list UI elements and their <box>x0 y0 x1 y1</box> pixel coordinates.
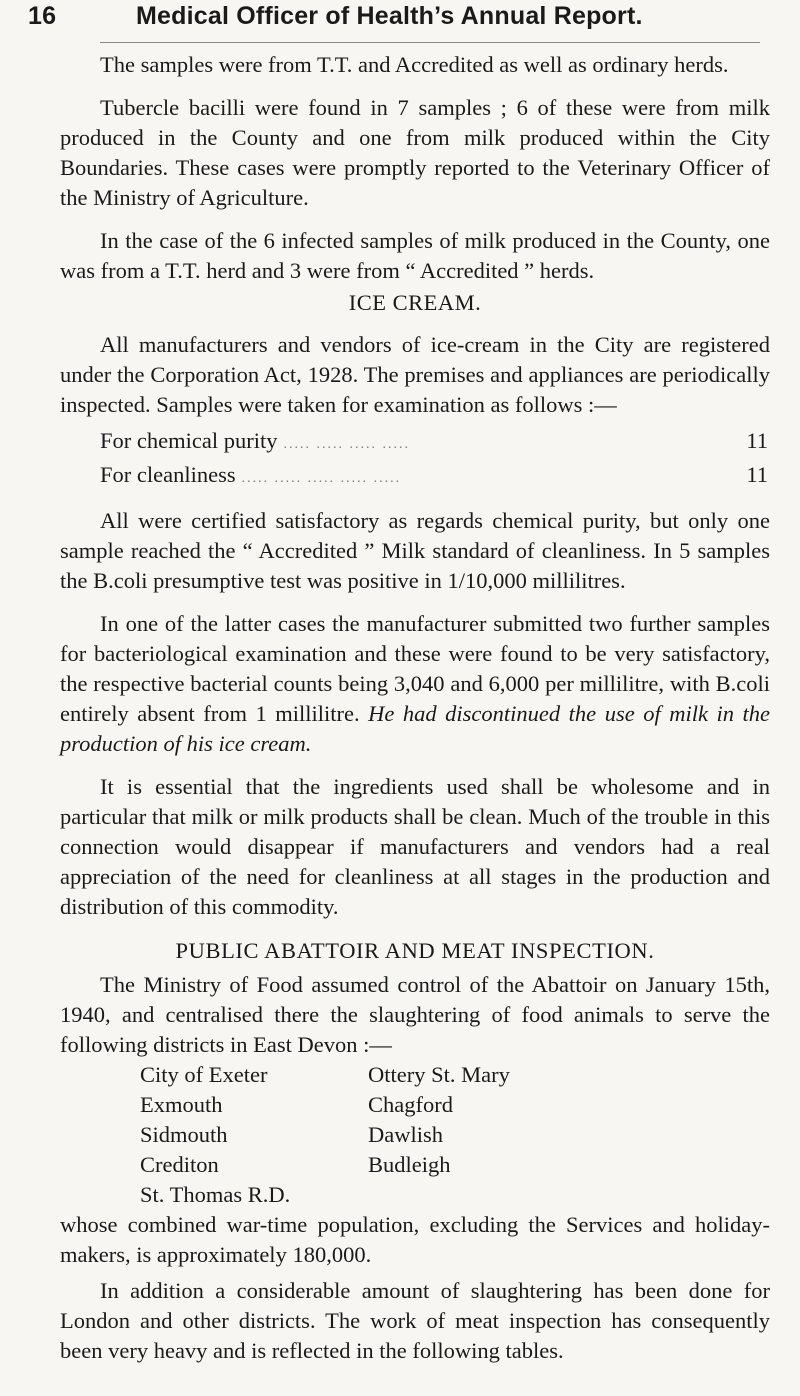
sample-row-chemical-purity <box>100 426 768 460</box>
samples-list <box>60 426 770 494</box>
paragraph-latter-italic: He had discontinued the use of milk in the production of his ice cream. <box>60 701 770 756</box>
district-right: Dawlish <box>368 1122 443 1147</box>
sample-label: For cleanliness <box>100 462 236 487</box>
section-heading-abattoir: PUBLIC ABATTOIR AND MEAT INSPECTION. <box>175 938 655 963</box>
leader-dots: ..... ..... ..... ..... <box>283 437 410 452</box>
paragraph-ice-cream-intro: All manufacturers and vendors of ice-cream in the City are registered under the Corporation Act, 1928. The premises and appliances are periodically inspected. Samples were taken for examination as follows :— <box>60 332 770 417</box>
paragraph-population: whose combined war-time population, excluding the Services and holiday-makers, is approximately 180,000. <box>60 1212 770 1267</box>
district-left: City of Exeter <box>140 1062 268 1087</box>
paragraph-certified: All were certified satisfactory as regards chemical purity, but only one sample reached the “ Accredited ” Milk standard of cleanliness. In 5 samples the B.coli presumptive test was positive in 1/10,000 millilitres. <box>60 508 770 593</box>
district-left: Exmouth <box>140 1092 223 1117</box>
sample-label: For chemical purity <box>100 428 278 453</box>
paragraph-infected-samples: In the case of the 6 infected samples of milk produced in the County, one was from a T.T. herd and 3 were from “ Accredited ” herds. <box>60 228 770 283</box>
paragraph-latter-text: In one of the latter cases the manufacturer submitted two further samples for bacteriological examination and these were found to be very satisfactory, the respective bacterial counts being 3,040 and 6,000 per millilitre, with B.coli entirely absent from 1 millilitre. <box>60 611 770 726</box>
document-body <box>60 50 770 1379</box>
sample-count: 11 <box>746 462 768 487</box>
district-right: Ottery St. Mary <box>368 1062 510 1087</box>
paragraph-tubercle-bacilli: Tubercle bacilli were found in 7 samples ; 6 of these were from milk produced in the County and one from milk produced within the City Boundaries. These cases were promptly reported to the Veterinary Officer of the Ministry of Agriculture. <box>60 95 770 210</box>
district-right: Chagford <box>368 1092 453 1117</box>
page-header <box>28 2 773 42</box>
running-title: Medical Officer of Health’s Annual Report. <box>136 2 643 30</box>
districts-list <box>140 1060 770 1210</box>
header-rule <box>100 42 760 43</box>
paragraph-abattoir-intro: The Ministry of Food assumed control of the Abattoir on January 15th, 1940, and centralised there the slaughtering of food animals to serve the following districts in East Devon :— <box>60 972 770 1057</box>
paragraph-samples-source: The samples were from T.T. and Accredited as well as ordinary herds. <box>100 52 729 77</box>
page-number: 16 <box>28 2 57 30</box>
leader-dots: ..... ..... ..... ..... ..... <box>241 471 402 486</box>
sample-count: 11 <box>746 428 768 453</box>
paragraph-essential: It is essential that the ingredients used shall be wholesome and in particular that milk or milk products shall be clean. Much of the trouble in this connection would disappear if manufacturers and vendors had a real appreciation of the need for cleanliness at all stages in the production and distribution of this commodity. <box>60 774 770 919</box>
district-empty <box>368 1180 628 1210</box>
paragraph-addition: In addition a considerable amount of slaughtering has been done for London and other districts. The work of meat inspection has consequently been very heavy and is reflected in the following tables. <box>60 1278 770 1363</box>
section-heading-ice-cream: ICE CREAM. <box>348 290 482 315</box>
district-left: Crediton <box>140 1152 219 1177</box>
district-right: Budleigh <box>368 1152 451 1177</box>
paragraph-latter-cases <box>60 609 770 759</box>
sample-row-cleanliness <box>100 460 768 494</box>
district-left: St. Thomas R.D. <box>140 1182 291 1207</box>
district-left: Sidmouth <box>140 1122 228 1147</box>
